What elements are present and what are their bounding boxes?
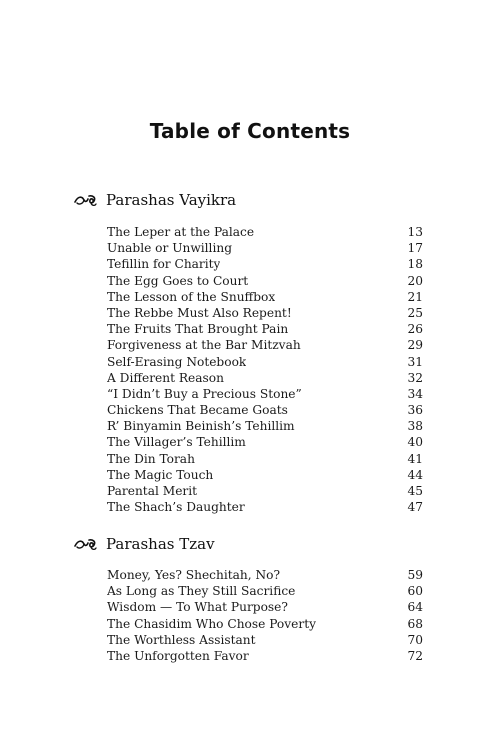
toc-entry[interactable] bbox=[107, 632, 423, 648]
toc-entry-page: 70 bbox=[407, 632, 423, 647]
toc-entry[interactable] bbox=[107, 499, 423, 515]
toc-entry[interactable] bbox=[107, 240, 423, 256]
toc-entry[interactable] bbox=[107, 321, 423, 337]
toc-entry-title: The Chasidim Who Chose Poverty bbox=[107, 616, 316, 631]
toc-entry-page: 26 bbox=[407, 322, 423, 337]
toc-entry-page: 32 bbox=[407, 370, 423, 385]
toc-entry-title: The Worthless Assistant bbox=[107, 632, 256, 647]
toc-entry-page: 20 bbox=[407, 273, 423, 288]
scroll-ornament-icon bbox=[74, 193, 98, 207]
toc-entry-title: The Magic Touch bbox=[107, 467, 214, 482]
toc-entry-page: 18 bbox=[407, 257, 423, 272]
toc-entry[interactable] bbox=[107, 467, 423, 483]
toc-entry-page: 59 bbox=[407, 568, 423, 582]
toc-entry[interactable] bbox=[107, 305, 423, 321]
toc-entry[interactable] bbox=[107, 567, 423, 583]
toc-entry-page: 41 bbox=[407, 451, 423, 466]
toc-entry[interactable] bbox=[107, 616, 423, 632]
toc-entry-page: 21 bbox=[407, 289, 423, 304]
toc-entry-page: 25 bbox=[407, 305, 423, 320]
toc-entry-title: R’ Binyamin Beinish’s Tehillim bbox=[107, 419, 295, 434]
toc-entry-page: 44 bbox=[407, 467, 423, 482]
section-heading-vayikra bbox=[74, 189, 236, 211]
scroll-ornament-icon bbox=[74, 537, 98, 551]
toc-entry-page: 17 bbox=[407, 241, 423, 256]
toc-list-vayikra bbox=[107, 224, 423, 515]
toc-entry-title: The Rebbe Must Also Repent! bbox=[107, 305, 292, 320]
toc-entry[interactable] bbox=[107, 370, 423, 386]
section-heading-label: Parashas Vayikra bbox=[106, 191, 237, 209]
page-title: Table of Contents bbox=[149, 119, 351, 143]
toc-entry-title: Parental Merit bbox=[107, 484, 198, 498]
toc-entry-page: 40 bbox=[407, 435, 423, 450]
toc-entry-title: “I Didn’t Buy a Precious Stone” bbox=[107, 386, 302, 401]
toc-entry[interactable] bbox=[107, 289, 423, 305]
toc-entry[interactable] bbox=[107, 434, 423, 450]
toc-entry[interactable] bbox=[107, 273, 423, 289]
toc-entry-title: Money, Yes? Shechitah, No? bbox=[107, 568, 281, 582]
toc-entry-page: 36 bbox=[407, 403, 423, 418]
toc-entry[interactable] bbox=[107, 354, 423, 370]
toc-entry-title: The Unforgotten Favor bbox=[107, 648, 249, 663]
toc-entry[interactable] bbox=[107, 402, 423, 418]
toc-list-tzav bbox=[107, 567, 423, 664]
toc-entry-page: 34 bbox=[407, 386, 423, 401]
toc-entry[interactable] bbox=[107, 337, 423, 353]
toc-entry-page: 60 bbox=[407, 584, 423, 599]
toc-entry-title: Forgiveness at the Bar Mitzvah bbox=[107, 338, 301, 353]
toc-entry-page: 45 bbox=[407, 484, 423, 498]
toc-entry-page: 64 bbox=[407, 600, 423, 615]
toc-entry-page: 68 bbox=[407, 616, 423, 631]
toc-entry-title: Tefillin for Charity bbox=[107, 257, 221, 272]
toc-entry[interactable] bbox=[107, 451, 423, 467]
toc-entry-title: The Leper at the Palace bbox=[107, 225, 255, 239]
toc-entry-title: A Different Reason bbox=[107, 370, 224, 385]
toc-entry[interactable] bbox=[107, 386, 423, 402]
toc-entry-title: The Villager’s Tehillim bbox=[107, 435, 246, 450]
toc-entry-page: 72 bbox=[407, 648, 423, 663]
section-heading-tzav bbox=[74, 533, 215, 555]
toc-entry-page: 13 bbox=[407, 225, 423, 239]
toc-entry[interactable] bbox=[107, 418, 423, 434]
toc-entry-page: 31 bbox=[407, 354, 423, 369]
section-heading-label: Parashas Tzav bbox=[106, 535, 215, 553]
toc-entry-title: Unable or Unwilling bbox=[107, 241, 233, 256]
toc-entry-title: The Egg Goes to Court bbox=[107, 273, 249, 288]
toc-entry-page: 29 bbox=[407, 338, 423, 353]
toc-entry-page: 38 bbox=[407, 419, 423, 434]
toc-entry-title: The Fruits That Brought Pain bbox=[107, 322, 289, 337]
toc-entry-title: The Lesson of the Snuffbox bbox=[107, 289, 276, 304]
toc-entry-title: The Din Torah bbox=[107, 451, 195, 466]
toc-entry-title: Chickens That Became Goats bbox=[107, 403, 288, 418]
toc-entry[interactable] bbox=[107, 583, 423, 599]
toc-entry-title: Wisdom — To What Purpose? bbox=[107, 600, 288, 615]
toc-entry-title: Self-Erasing Notebook bbox=[107, 354, 247, 369]
toc-entry-title: As Long as They Still Sacrifice bbox=[107, 584, 296, 599]
toc-entry[interactable] bbox=[107, 256, 423, 272]
toc-entry[interactable] bbox=[107, 483, 423, 499]
toc-entry[interactable] bbox=[107, 599, 423, 615]
toc-entry-page: 47 bbox=[407, 500, 423, 515]
toc-entry[interactable] bbox=[107, 224, 423, 240]
toc-entry[interactable] bbox=[107, 648, 423, 664]
toc-entry-title: The Shach’s Daughter bbox=[107, 500, 245, 515]
